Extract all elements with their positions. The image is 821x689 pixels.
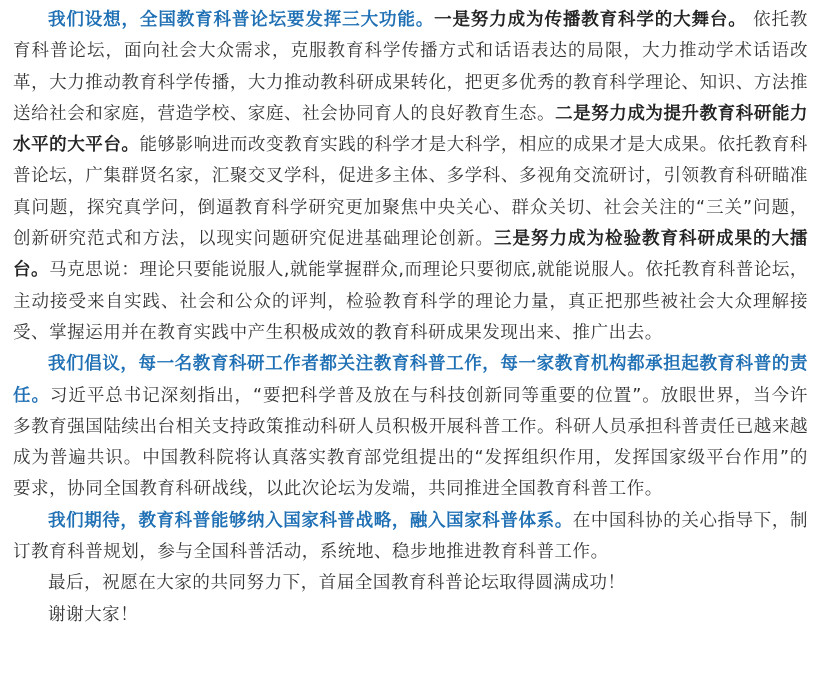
initiative-text: 习近平总书记深刻指出，“要把科学普及放在与科技创新同等重要的位置”。放眼世界，当今许多教育强国陆续出台相关支持政策推动科研人员积极开展科普工作。科研人员承担科普责任已越来越成为普遍共识。中国教科院将认真落实教育部党组提出的“发挥组织作用，发挥国家级平台作用”的要求，协同全国教育科研战线，以此次论坛为发端，共同推进全国教育科普工作。 [13,385,808,500]
point-two-text: 能够影响进而改变教育实践的科学才是大科学，相应的成果才是大成果。依托教育科普论坛，广集群贤名家，汇聚交叉学科，促进多主体、多学科、多视角交流研讨，引领教育科研瞄准真问题，探究真学问，倒逼教育科学研究更加聚焦中央关心、群众关切、社会关注的“三关”问题，创新研究范式和方法，以现实问题研究促进基础理论创新。 [13,135,808,250]
paragraph-expectation [13,506,808,569]
paragraph-initiative [13,349,808,505]
point-one-heading: 一是努力成为传播教育科学的大舞台。 [434,10,747,30]
point-three-heading: 三是努力成为检验教育科研成果的大擂台。 [13,229,808,281]
lead-sentence-expectation: 我们期待，教育科普能够纳入国家科普战略，融入国家科普体系。 [48,510,573,531]
lead-sentence-three-functions: 我们设想，全国教育科普论坛要发挥三大功能。 [48,10,435,30]
closing-wish-text: 最后，祝愿在大家的共同努力下，首届全国教育科普论坛取得圆满成功！ [48,573,626,594]
thanks-text: 谢谢大家！ [48,604,139,625]
point-two-heading: 二是努力成为提升教育科研能力水平的大平台。 [13,103,809,156]
expectation-text: 在中国科协的关心指导下，制订教育科普规划，参与全国科普活动，系统地、稳步地推进教育科普工作。 [13,510,808,563]
lead-sentence-initiative: 我们倡议，每一名教育科研工作者都关注教育科普工作，每一家教育机构都承担起教育科普的责任。 [13,354,808,406]
paragraph-three-functions [13,5,808,349]
paragraph-closing-wish [13,568,808,599]
paragraph-thanks [13,600,808,631]
point-three-text: 马克思说：理论只要能说服人,就能掌握群众,而理论只要彻底,就能说服人。依托教育科普论坛，主动接受来自实践、社会和公众的评判，检验教育科学的理论力量，真正把那些被社会大众理解接受、掌握运用并在教育实践中产生积极成效的教育科研成果发现出来、推广出去。 [13,260,808,343]
point-one-text: 依托教育科普论坛，面向社会大众需求，克服教育科学传播方式和话语表达的局限，大力推动学术话语改革，大力推动教育科学传播，大力推动教科研成果转化，把更多优秀的教育科学理论、知识、方法推送给社会和家庭，营造学校、家庭、社会协同育人的良好教育生态。 [13,10,808,124]
